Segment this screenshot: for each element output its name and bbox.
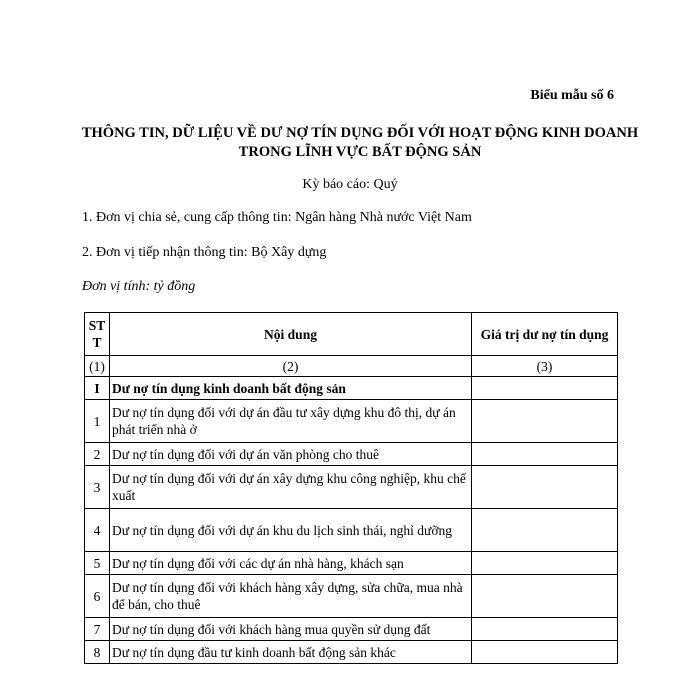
row-index: 7 [85,618,110,641]
row-content: Dư nợ tín dụng đối với dự án xây dựng khu công nghiệp, khu chế xuất [110,466,472,509]
table-row [85,552,618,575]
provider-line: 1. Đơn vị chia sẻ, cung cấp thông tin: Ngân hàng Nhà nước Việt Nam [82,210,472,225]
section-index: I [85,377,110,400]
row-content: Dư nợ tín dụng đối với dự án văn phòng cho thuê [110,443,472,466]
section-value-cell [472,377,618,400]
row-value [472,575,618,618]
section-label: Dư nợ tín dụng kinh doanh bất động sản [110,377,472,400]
row-value [472,641,618,664]
row-content: Dư nợ tín dụng đối với các dự án nhà hàng, khách sạn [110,552,472,575]
row-index: 8 [85,641,110,664]
row-content: Dư nợ tín dụng đối với khách hàng xây dựng, sửa chữa, mua nhà để bán, cho thuê [110,575,472,618]
row-index: 1 [85,400,110,443]
credit-table [84,312,618,664]
row-value [472,509,618,552]
section-row [85,377,618,400]
unit-line: Đơn vị tính: tỷ đồng [82,279,196,294]
recipient-line: 2. Đơn vị tiếp nhận thông tin: Bộ Xây dựng [82,245,327,260]
table-row [85,509,618,552]
row-index: 3 [85,466,110,509]
row-value [472,618,618,641]
row-content: Dư nợ tín dụng đối với khách hàng mua quyền sử dụng đất [110,618,472,641]
table-row [85,400,618,443]
form-number: Biểu mẫu số 6 [530,88,614,103]
row-content: Dư nợ tín dụng đầu tư kinh doanh bất động sản khác [110,641,472,664]
table-row [85,466,618,509]
table-row [85,575,618,618]
column-number: (2) [110,356,472,377]
row-content: Dư nợ tín dụng đối với dự án đầu tư xây dựng khu đô thị, dự án phát triển nhà ở [110,400,472,443]
row-value [472,443,618,466]
header-value: Giá trị dư nợ tín dụng [472,313,618,356]
row-value [472,466,618,509]
column-number-row [85,356,618,377]
document-title: THÔNG TIN, DỮ LIỆU VỀ DƯ NỢ TÍN DỤNG ĐỐI VỚI HOẠT ĐỘNG KINH DOANH TRONG LĨNH VỰC BẤT ĐỘNG SẢN [81,125,639,160]
header-content: Nội dung [110,313,472,356]
row-value [472,400,618,443]
column-number: (1) [85,356,110,377]
row-index: 2 [85,443,110,466]
row-index: 5 [85,552,110,575]
row-index: 6 [85,575,110,618]
table-header-row [85,313,618,356]
table-row [85,641,618,664]
row-index: 4 [85,509,110,552]
row-value [472,552,618,575]
header-stt: ST T [85,313,110,356]
column-number: (3) [472,356,618,377]
reporting-period: Kỳ báo cáo: Quý [302,177,398,192]
table-row [85,443,618,466]
table-row [85,618,618,641]
row-content: Dư nợ tín dụng đối với dự án khu du lịch sinh thái, nghỉ dưỡng [110,509,472,552]
